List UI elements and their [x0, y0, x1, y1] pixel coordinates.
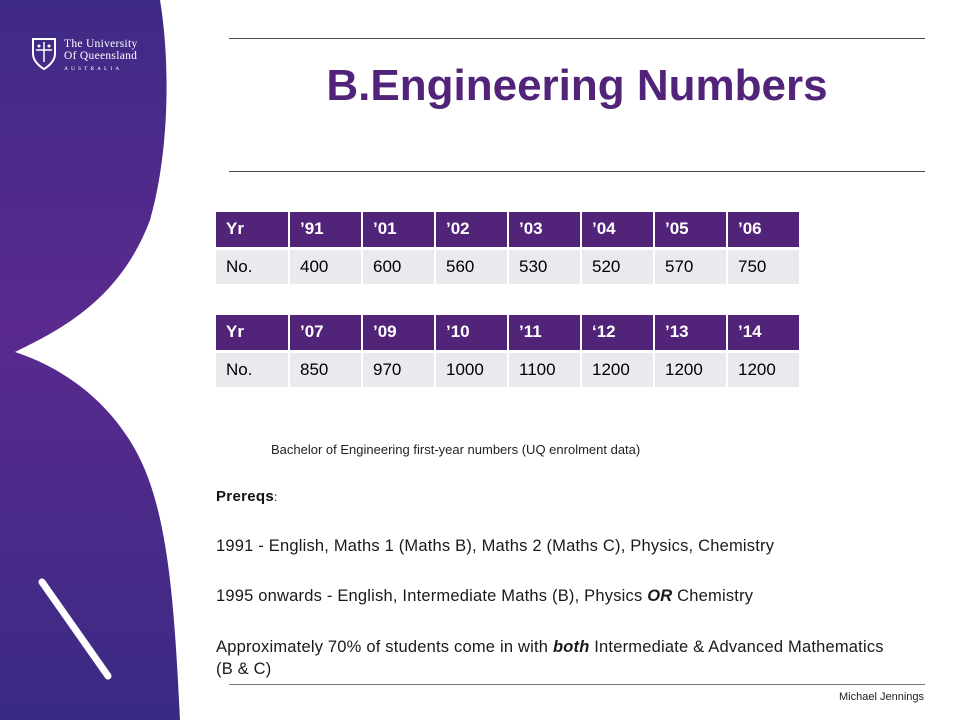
university-logo — [30, 36, 160, 84]
table-header-cell: ’13 — [654, 315, 727, 351]
prereq-1995 — [216, 585, 753, 607]
prereq-approximately — [216, 636, 896, 680]
prereq-approx-tail: Intermediate & Advanced Mathematics (B & C) — [216, 638, 884, 678]
table-caption: Bachelor of Engineering first-year numbers (UQ enrolment data) — [271, 442, 641, 457]
prereq-approx-text: Approximately 70% of students come in with — [216, 638, 553, 656]
table-header-cell: ’91 — [289, 212, 362, 248]
prereq-1995-or: OR — [647, 587, 673, 605]
sidebar-shape — [0, 0, 180, 720]
prereq-1995-text: 1995 onwards - English, Intermediate Maths (B), Physics — [216, 587, 648, 605]
table-cell: 520 — [581, 248, 654, 284]
table-row — [216, 248, 800, 284]
table-row — [216, 351, 800, 387]
prereq-1995-tail: Chemistry — [672, 587, 754, 605]
table-cell: No. — [216, 248, 289, 284]
table-header-cell: ’01 — [362, 212, 435, 248]
table-cell: 600 — [362, 248, 435, 284]
title-top-rule — [229, 38, 925, 39]
prereqs-heading — [216, 488, 278, 505]
enrolment-table-1 — [216, 212, 801, 284]
table-header-cell: ’02 — [435, 212, 508, 248]
table-header-cell: Yr — [216, 315, 289, 351]
table-header-cell: ’09 — [362, 315, 435, 351]
table-cell: 1200 — [654, 351, 727, 387]
table-header-cell: ’14 — [727, 315, 800, 351]
table-cell: 1200 — [727, 351, 800, 387]
footer-rule — [229, 684, 925, 685]
table-cell: 570 — [654, 248, 727, 284]
table-cell: 1100 — [508, 351, 581, 387]
table-header-cell: Yr — [216, 212, 289, 248]
page-title: B.Engineering Numbers — [326, 61, 828, 110]
logo-line1: The University — [64, 38, 138, 50]
table-header-cell: ‘12 — [581, 315, 654, 351]
table-header-cell: ’06 — [727, 212, 800, 248]
prereqs-colon: : — [273, 490, 278, 504]
table-header-row — [216, 315, 800, 351]
prereq-1991: 1991 - English, Maths 1 (Maths B), Maths 2 (Maths C), Physics, Chemistry — [216, 537, 775, 555]
sidebar-decoration — [0, 0, 200, 720]
table-cell: No. — [216, 351, 289, 387]
logo-line2: Of Queensland — [64, 50, 138, 62]
prereq-approx-both: both — [552, 638, 590, 656]
title-bottom-rule — [229, 171, 925, 172]
table-cell: 530 — [508, 248, 581, 284]
logo-line3: AUSTRALIA — [64, 66, 123, 72]
table-header-cell: ’05 — [654, 212, 727, 248]
table-header-cell: ’07 — [289, 315, 362, 351]
table-cell: 1000 — [435, 351, 508, 387]
table-header-cell: ’04 — [581, 212, 654, 248]
table-header-row — [216, 212, 800, 248]
table-header-cell: ’11 — [508, 315, 581, 351]
table-cell: 1200 — [581, 351, 654, 387]
table-cell: 970 — [362, 351, 435, 387]
table-cell: 750 — [727, 248, 800, 284]
table-header-cell: ’03 — [508, 212, 581, 248]
table-header-cell: ’10 — [435, 315, 508, 351]
author-name: Michael Jennings — [839, 691, 924, 703]
enrolment-table-2 — [216, 315, 801, 387]
table-cell: 850 — [289, 351, 362, 387]
uq-crest-icon — [30, 36, 58, 72]
prereqs-label: Prereqs — [216, 488, 274, 505]
table-cell: 560 — [435, 248, 508, 284]
table-cell: 400 — [289, 248, 362, 284]
